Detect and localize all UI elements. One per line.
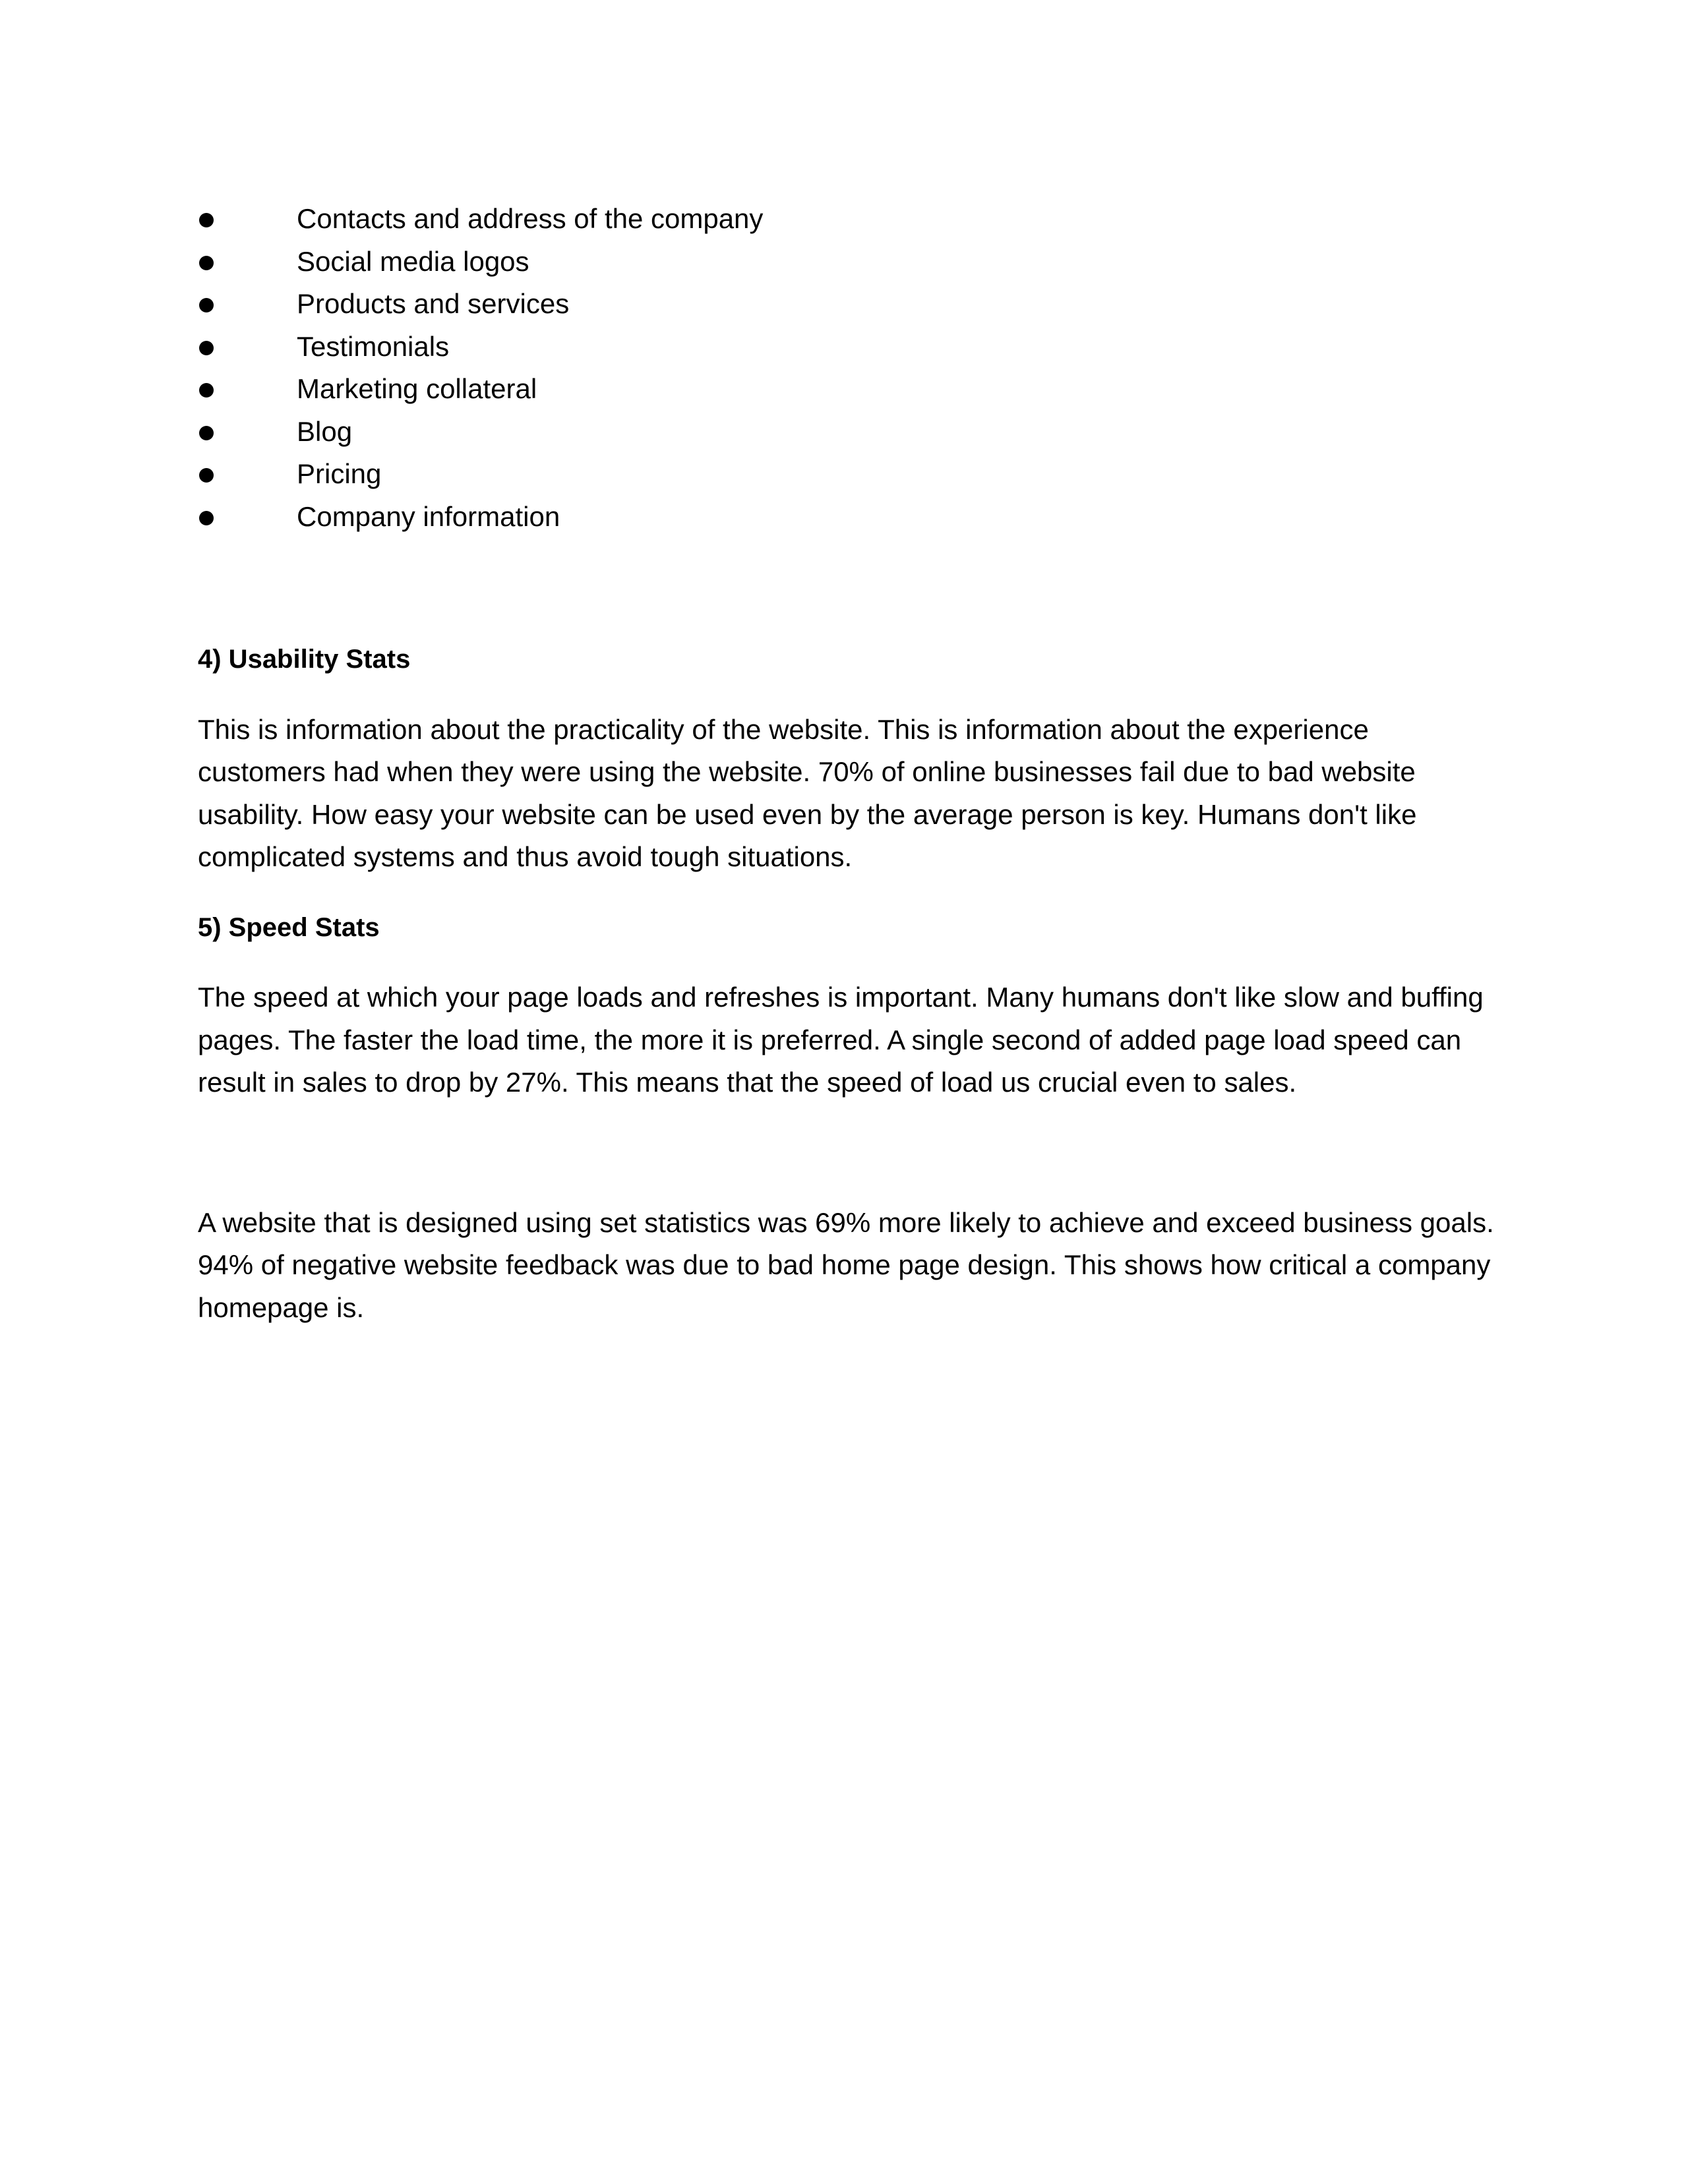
bullet-icon <box>199 468 214 483</box>
list-item <box>198 368 1503 411</box>
bullet-icon <box>199 213 214 227</box>
list-item <box>198 283 1503 326</box>
list-item <box>198 198 1503 241</box>
list-item-text: Testimonials <box>297 330 450 362</box>
bullet-icon <box>199 426 214 440</box>
list-item <box>198 241 1503 283</box>
list-item <box>198 453 1503 496</box>
closing-paragraph: A website that is designed using set statistics was 69% more likely to achieve and exceed business goals. 94% of negative website feedback was due to bad home page design. This shows how critical a company homepage is. <box>198 1206 1494 1323</box>
bullet-icon <box>199 256 214 270</box>
list-item-text: Blog <box>297 415 353 447</box>
list-item-text: Social media logos <box>297 245 529 277</box>
bullet-icon <box>199 298 214 312</box>
bullet-icon <box>199 341 214 355</box>
list-item-text: Contacts and address of the company <box>297 203 764 234</box>
page-content <box>198 198 1503 1329</box>
usability-stats-heading: 4) Usability Stats <box>198 645 411 674</box>
usability-stats-paragraph: This is information about the practicality of the website. This is information about the experience customers had when they were using the website. 70% of online businesses fail due to bad website usability. How easy your website can be used even by the average person is key. Humans don't like complicated systems and thus avoid tough situations. <box>198 713 1417 872</box>
list-item-text: Company information <box>297 500 560 532</box>
bullet-icon <box>199 383 214 398</box>
bullet-list <box>198 198 1503 538</box>
bullet-icon <box>199 511 214 525</box>
list-item <box>198 496 1503 539</box>
list-item-text: Pricing <box>297 458 382 489</box>
list-item <box>198 411 1503 454</box>
speed-stats-paragraph: The speed at which your page loads and refreshes is important. Many humans don't like slow and buffing pages. The faster the load time, the more it is preferred. A single second of added page load speed can result in sales to drop by 27%. This means that the speed of load us crucial even to sales. <box>198 982 1484 1098</box>
list-item-text: Marketing collateral <box>297 373 537 404</box>
speed-stats-heading: 5) Speed Stats <box>198 912 380 942</box>
list-item <box>198 326 1503 369</box>
list-item-text: Products and services <box>297 288 570 319</box>
